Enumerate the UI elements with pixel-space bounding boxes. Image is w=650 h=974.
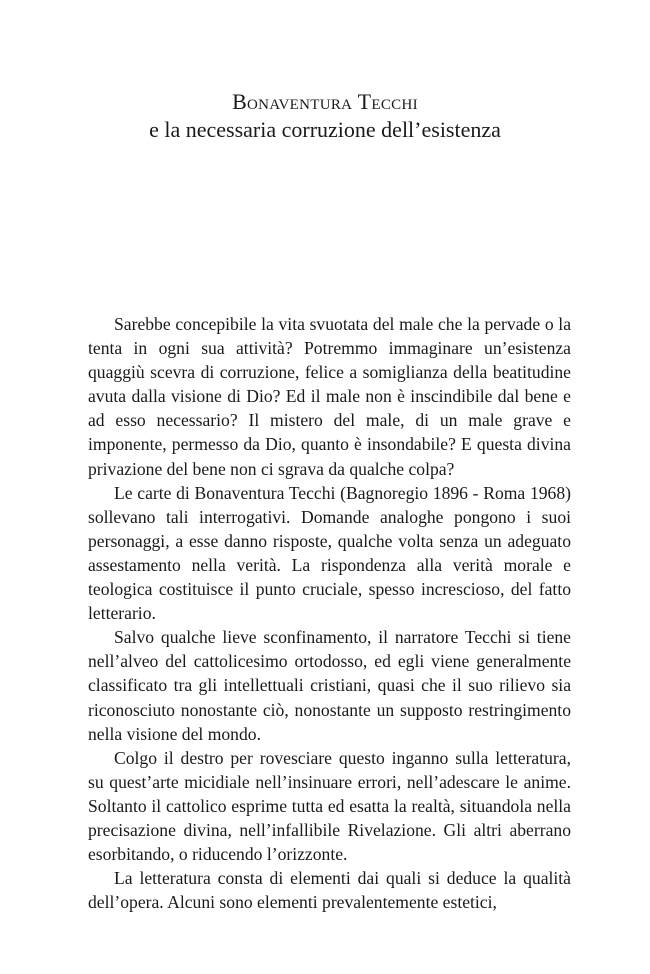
chapter-author: Bonaventura Tecchi (232, 89, 418, 114)
chapter-heading (0, 88, 650, 144)
paragraph: La letteratura consta di elementi dai quali si deduce la qualità dell’opera. Alcuni sono elementi prevalentemente estetici, (88, 868, 571, 913)
paragraph: Salvo qualche lieve sconfinamento, il narratore Tecchi si tiene nell’alveo del cattolicesimo ortodosso, ed egli viene generalmente classificato tra gli intellettuali cristiani, quasi che il suo rilievo sia riconosciuto nonostante ciò, nonostante un supposto restringimento nella visione del mondo. (88, 627, 571, 744)
chapter-title: e la necessaria corruzione dell’esistenza (149, 117, 501, 142)
body-text (88, 312, 571, 914)
paragraph: Sarebbe concepibile la vita svuotata del male che la pervade o la tenta in ogni sua attività? Potremmo immaginare un’esistenza quaggiù scevra di corruzione, felice a somiglianza della beatitudine avuta dalla visione di Dio? Ed il male non è inscindibile dal bene e ad esso necessario? Il mistero del male, di un male grave e imponente, permesso da Dio, quanto è insondabile? E questa divina privazione del bene non ci sgrava da qualche colpa? (88, 314, 571, 479)
paragraph: Colgo il destro per rovesciare questo inganno sulla letteratura, su quest’arte micidiale nell’insinuare errori, nell’adescare le anime. Soltanto il cattolico esprime tutta ed esatta la realtà, situandola nella precisazione divina, nell’infallibile Rivelazione. Gli altri aberrano esorbitando, o riducendo l’orizzonte. (88, 747, 571, 865)
paragraph: Le carte di Bonaventura Tecchi (Bagnoregio 1896 - Roma 1968) sollevano tali interrogativi. Domande analoghe pongono i suoi personaggi, a esse danno risposte, qualche volta senza un adeguato assestamento nella verità. La rispondenza alla verità morale e teologica costituisce il punto cruciale, spesso increscioso, del fatto letterario. (88, 482, 571, 624)
